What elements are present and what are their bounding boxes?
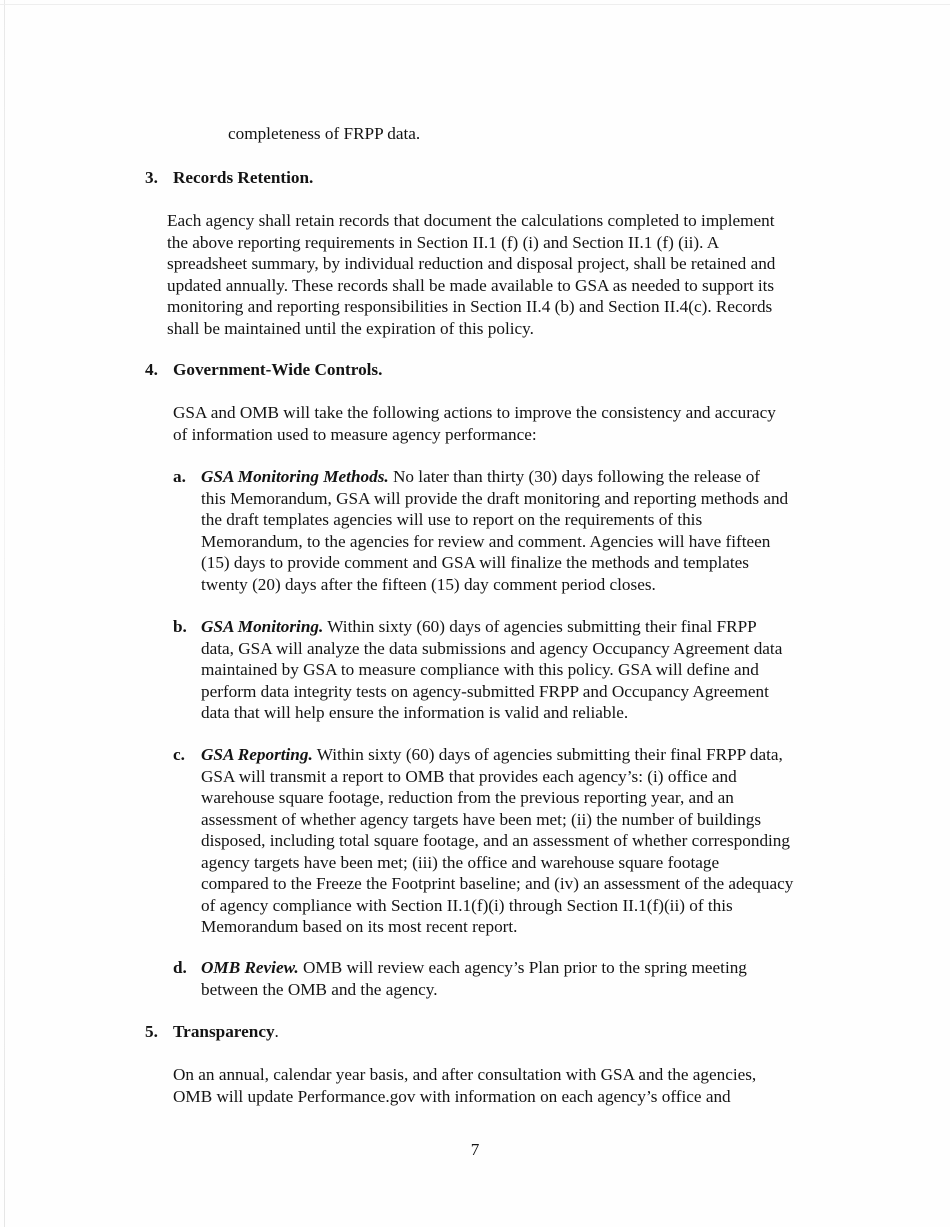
section-3-line: updated annually. These records shall be made available to GSA as needed to support its [167,275,775,295]
item-b-line: data that will help ensure the information is valid and reliable. [201,703,629,722]
item-b-marker: b. [173,617,187,636]
item-c-marker: c. [173,745,185,764]
item-a-first-line [201,466,760,488]
item-c-first-rest: Within sixty (60) days of agencies submitting their final FRPP data, [312,745,783,764]
section-4-intro-line: GSA and OMB will take the following actions to improve the consistency and accuracy [173,403,776,422]
section-5-heading [145,1021,279,1043]
item-c-line: disposed, including total square footage, and an assessment of whether corresponding [201,831,790,850]
section-5-title: Transparency [173,1022,275,1041]
section-3-line: monitoring and reporting responsibilities in Section II.4 (b) and Section II.4(c). Records [167,297,773,316]
item-c-line: compared to the Freeze the Footprint baseline; and (iv) an assessment of the adequacy [201,874,794,893]
item-a-line: (15) days to provide comment and GSA will finalize the methods and templates [201,553,749,572]
section-3-line: Each agency shall retain records that document the calculations completed to implement [167,211,775,230]
section-5-line: On an annual, calendar year basis, and after consultation with GSA and the agencies, [173,1065,757,1084]
item-c-line: GSA will transmit a report to OMB that provides each agency’s: (i) office and [201,766,737,786]
page-number: 7 [470,1140,480,1159]
item-d-first-line [201,957,747,979]
item-a-line: this Memorandum, GSA will provide the draft monitoring and reporting methods and [201,488,789,508]
section-3-line: spreadsheet summary, by individual reduction and disposal project, shall be retained and [167,254,776,273]
scan-edge-left [4,0,5,1227]
item-a-line: twenty (20) days after the fifteen (15) day comment period closes. [201,574,656,594]
section-3-line: the above reporting requirements in Section II.1 (f) (i) and Section II.1 (f) (ii). A [167,232,720,252]
item-d-marker: d. [173,958,187,977]
item-a-line: Memorandum, to the agencies for review and comment. Agencies will have fifteen [201,531,771,551]
item-d-line: between the OMB and the agency. [201,979,438,999]
item-b-line: perform data integrity tests on agency-submitted FRPP and Occupancy Agreement [201,681,769,701]
continuation-text: completeness of FRPP data. [228,124,421,143]
section-5-line: OMB will update Performance.gov with information on each agency’s office and [173,1086,731,1106]
section-4-title: Government-Wide Controls. [173,360,383,379]
item-d-first-rest: OMB will review each agency’s Plan prior to the spring meeting [298,958,747,977]
item-c-line: assessment of whether agency targets have been met; (ii) the number of buildings [201,809,762,829]
item-b-lead: GSA Monitoring. [201,617,324,636]
section-4-heading [145,359,382,381]
section-4-intro-line: of information used to measure agency performance: [173,424,537,444]
item-c-line: Memorandum based on its most recent report. [201,917,518,936]
item-c-line: agency targets have been met; (iii) the office and warehouse square footage [201,852,720,872]
item-c-line: of agency compliance with Section II.1(f)(i) through Section II.1(f)(ii) of this [201,895,733,915]
section-3-number: 3. [145,168,158,187]
item-b-first-line [201,616,757,638]
item-a-first-rest: No later than thirty (30) days following the release of [388,467,761,486]
section-4-number: 4. [145,360,158,379]
item-b-line: data, GSA will analyze the data submissions and agency Occupancy Agreement data [201,638,783,658]
item-d-lead: OMB Review. [201,958,299,977]
item-c-lead: GSA Reporting. [201,745,313,764]
item-a-line: the draft templates agencies will use to report on the requirements of this [201,510,703,529]
item-a-lead: GSA Monitoring Methods. [201,467,389,486]
section-3-heading [145,167,313,189]
item-a-marker: a. [173,467,186,486]
item-b-first-rest: Within sixty (60) days of agencies submitting their final FRPP [323,617,757,636]
section-5-title-suffix: . [274,1022,279,1041]
section-3-line: shall be maintained until the expiration of this policy. [167,318,534,338]
section-5-number: 5. [145,1022,158,1041]
scan-edge-top [0,4,950,5]
section-3-title: Records Retention. [173,168,314,187]
item-c-line: warehouse square footage, reduction from the previous reporting year, and an [201,788,734,807]
item-b-line: maintained by GSA to measure compliance with this policy. GSA will define and [201,660,759,679]
item-c-first-line [201,744,783,766]
